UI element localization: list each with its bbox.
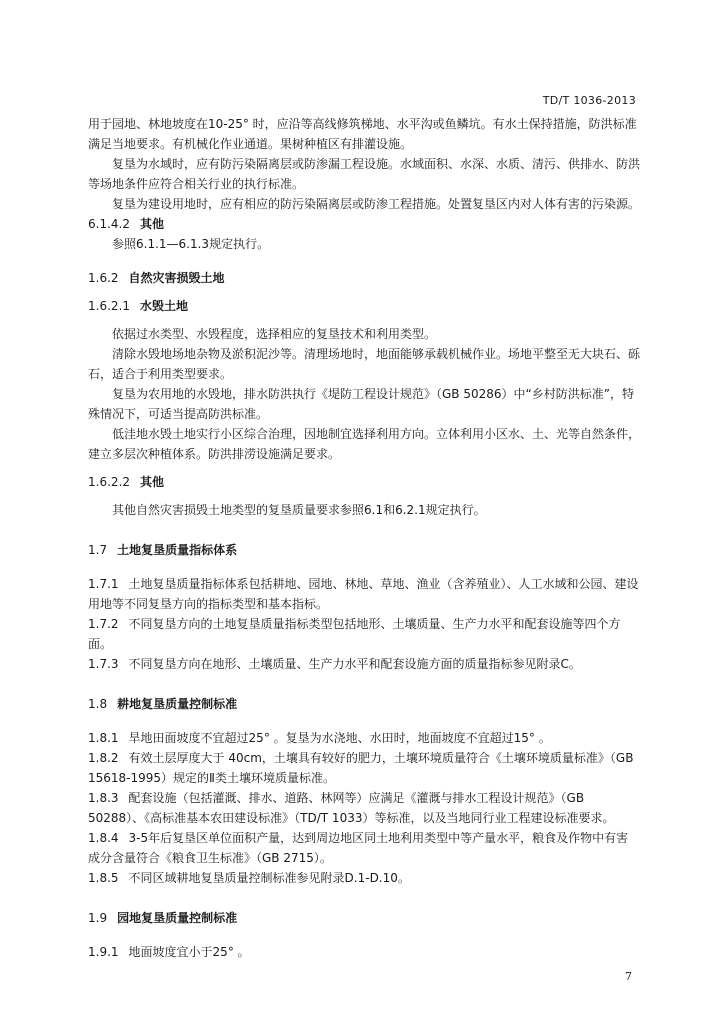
clause-text: 不同复垦方向的土地复垦质量指标类型包括地形、土壤质量、生产力水平和配套设施等四个方面。 [88,617,621,651]
clause-number: 1.8.1 [88,731,119,745]
clause-number: 1.8.2 [88,751,119,765]
section-number: 1.7 [88,543,108,557]
paragraph: 其他自然灾害损毁土地类型的复垦质量要求参照6.1和6.2.1规定执行。 [112,503,486,517]
clause-1-9-1 [88,942,640,962]
section-heading-1-6-2-1 [88,296,640,316]
standard-code: TD/T 1036-2013 [542,94,636,107]
section-heading-1-7 [88,540,640,560]
section-number: 1.8 [88,697,108,711]
section-title: 自然灾害损毁土地 [128,271,225,285]
section-number: 1.9 [88,911,108,925]
section-heading-6-1-4-2 [88,214,640,234]
clause-number: 1.9.1 [88,945,119,959]
paragraph: 用于园地、林地坡度在10-25° 时，应沿等高线修筑梯地、水平沟或鱼鳞坑。有水土保持措施，防洪标准满足当地要求。有机械化作业通道。果树种植区有排灌设施。 [88,117,637,151]
section-number: 6.1.4.2 [88,217,130,231]
paragraph: 依据过水类型、水毁程度，选择相应的复垦技术和利用类型。 [112,327,437,341]
clause-text: 配套设施（包括灌溉、排水、道路、林网等）应满足《灌溉与排水工程设计规范》（GB 50288）、《高标准基本农田建设标准》（TD/T 1033）等标准，以及当地同行业工程建设标准要求。 [88,791,615,825]
section-number: 1.6.2.2 [88,475,130,489]
clause-1-8-1 [88,728,640,748]
paragraph: 复垦为建设用地时，应有相应的防污染隔离层或防渗工程措施。处置复垦区内对人体有害的污染源。 [112,197,641,211]
paragraph: 清除水毁地场地杂物及淤积泥沙等。清理场地时，地面能够承载机械作业。场地平整至无大块石、砾石，适合于利用类型要求。 [88,347,641,381]
clause-1-7-2 [88,614,640,654]
clause-1-8-5 [88,868,640,888]
clause-number: 1.7.2 [88,617,119,631]
paragraph: 复垦为水域时，应有防污染隔离层或防渗漏工程设施。水域面积、水深、水质、清污、供排水、防洪等场地条件应符合相关行业的执行标准。 [88,157,641,191]
clause-number: 1.7.3 [88,657,119,671]
section-title: 园地复垦质量控制标准 [117,911,238,925]
section-heading-1-6-2-2 [88,472,640,492]
clause-number: 1.8.4 [88,831,119,845]
paragraph: 参照6.1.1—6.1.3规定执行。 [112,237,270,251]
paragraph: 低洼地水毁土地实行小区综合治理，因地制宜选择利用方向。立体利用小区水、土、光等自然条件，建立多层次种植体系。防洪排涝设施满足要求。 [88,427,641,461]
section-heading-1-8 [88,694,640,714]
section-title: 其他 [139,475,164,489]
page-number: 7 [625,970,632,983]
section-number: 1.6.2.1 [88,299,130,313]
clause-text: 地面坡度宜小于25° 。 [128,945,250,959]
clause-number: 1.8.3 [88,791,119,805]
clause-1-7-1 [88,574,640,614]
clause-number: 1.7.1 [88,577,119,591]
paragraph: 复垦为农用地的水毁地，排水防洪执行《堤防工程设计规范》（GB 50286）中“乡村防洪标准”，特殊情况下，可适当提高防洪标准。 [88,387,634,421]
clause-number: 1.8.5 [88,871,119,885]
clause-1-8-4 [88,828,640,868]
section-heading-1-6-2 [88,268,640,288]
clause-text: 有效土层厚度大于 40cm，土壤具有较好的肥力，土壤环境质量符合《土壤环境质量标准》（GB 15618-1995）规定的Ⅱ类土壤环境质量标准。 [88,751,634,785]
section-heading-1-9 [88,908,640,928]
clause-text: 旱地田面坡度不宜超过25° 。复垦为水浇地、水田时，地面坡度不宜超过15° 。 [128,731,551,745]
section-title: 水毁土地 [139,299,188,313]
section-title: 其他 [139,217,164,231]
section-title: 耕地复垦质量控制标准 [117,697,238,711]
clause-text: 土地复垦质量指标体系包括耕地、园地、林地、草地、渔业（含养殖业）、人工水域和公园、建设用地等不同复垦方向的指标类型和基本指标。 [88,577,639,611]
clause-text: 不同区域耕地复垦质量控制标准参见附录D.1-D.10。 [128,871,410,885]
clause-text: 不同复垦方向在地形、土壤质量、生产力水平和配套设施方面的质量指标参见附录C。 [128,657,581,671]
section-number: 1.6.2 [88,271,119,285]
clause-1-7-3 [88,654,640,674]
clause-1-8-2 [88,748,640,788]
clause-1-8-3 [88,788,640,828]
page-body [88,114,640,962]
clause-text: 3-5年后复垦区单位面积产量，达到周边地区同土地利用类型中等产量水平，粮食及作物中有害成分含量符合《粮食卫生标准》（GB 2715）。 [88,831,629,865]
section-title: 土地复垦质量指标体系 [117,543,238,557]
